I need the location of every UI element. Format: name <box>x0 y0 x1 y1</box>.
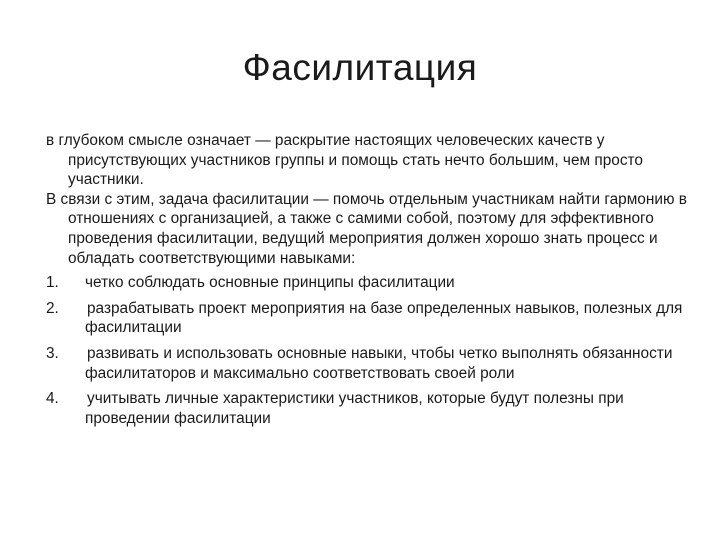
slide-title: Фасилитация <box>242 47 478 88</box>
list-item-text: разрабатывать проект мероприятия на базе определенных навыков, полезных для фасилитации <box>85 299 683 337</box>
paragraph-task: В связи с этим, задача фасилитации — помочь отдельным участникам найти гармонию в отношениях с организацией, а также с самими собой, поэтому для эффективного проведения фасилитации, ведущий мероприятия должен хорошо знать процесс и обладать соответствующими навыками: <box>46 190 687 267</box>
list-item <box>46 344 696 383</box>
list-item-number: 4. <box>46 390 59 408</box>
list-item-number: 2. <box>46 299 59 317</box>
list-item <box>46 273 696 293</box>
paragraph-definition: в глубоком смысле означает — раскрытие настоящих человеческих качеств у присутствующих участников группы и помощь стать нечто большим, чем просто участники. <box>46 132 643 189</box>
list-item-text: учитывать личные характеристики участников, которые будут полезны при проведении фасилитации <box>85 390 624 427</box>
list-item-text: развивать и использовать основные навыки, чтобы четко выполнять обязанности фасилитаторов и максимально соответствовать своей роли <box>85 344 673 382</box>
slide-body <box>46 131 696 428</box>
list-item-text: четко соблюдать основные принципы фасилитации <box>85 274 455 292</box>
list-item <box>46 389 696 428</box>
list-item <box>46 299 696 338</box>
list-item-number: 3. <box>46 344 59 362</box>
list-item-number: 1. <box>46 274 59 292</box>
